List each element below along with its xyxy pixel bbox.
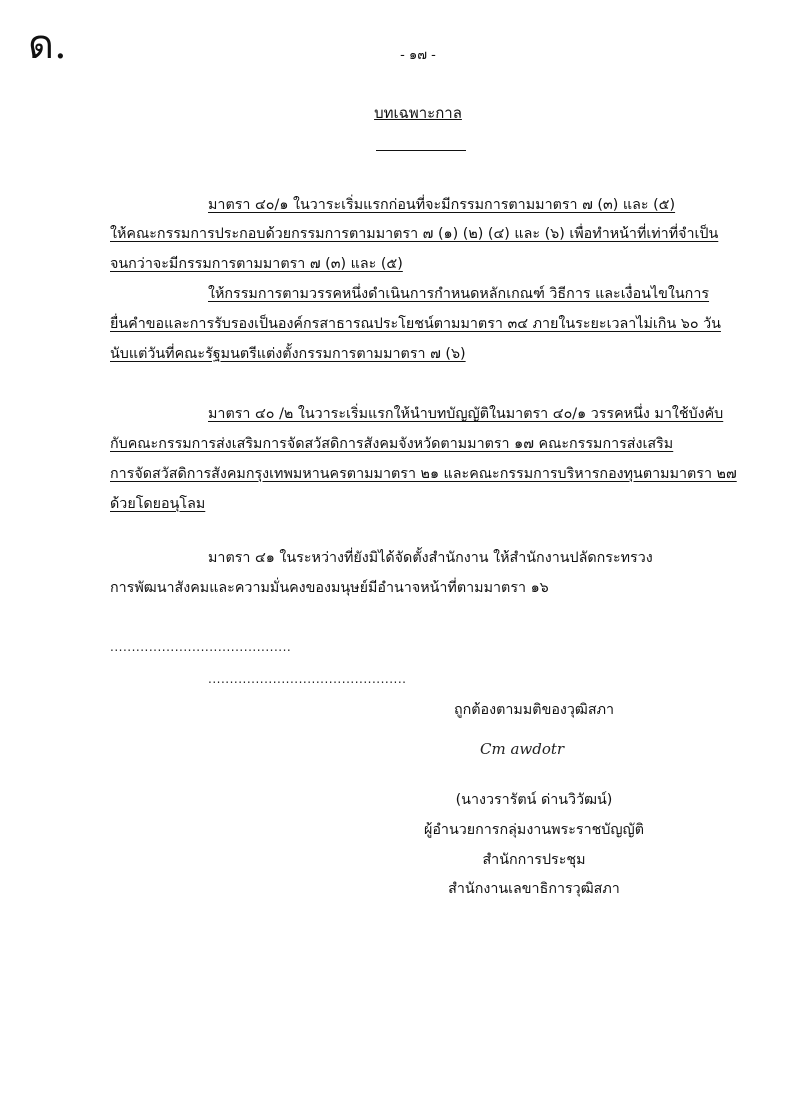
handwritten-signature: Cm awdotr — [480, 740, 565, 758]
s41-line-1: มาตรา ๔๑ ในระหว่างที่ยังมิได้จัดตั้งสำนักงาน ให้สำนักงานปลัดกระทรวง — [208, 550, 653, 566]
s40-1-line-3: จนกว่าจะมีกรรมการตามมาตรา ๗ (๓) และ (๕) — [110, 256, 403, 272]
s40-1-line-5: ยื่นคำขอและการรับรองเป็นองค์กรสาธารณประโยชน์ตามมาตรา ๓๔ ภายในระยะเวลาไม่เกิน ๖๐ วัน — [110, 316, 721, 332]
signatory-position: ผู้อำนวยการกลุ่มงานพระราชบัญญัติ — [423, 822, 645, 838]
s40-1-line-2: ให้คณะกรรมการประกอบด้วยกรรมการตามมาตรา ๗ (๑) (๒) (๔) และ (๖) เพื่อทำหน้าที่เท่าที่จำเป็น — [110, 226, 719, 242]
signatory-department: สำนักงานเลขาธิการวุฒิสภา — [448, 881, 620, 897]
s40-2-line-4: ด้วยโดยอนุโลม — [110, 496, 206, 512]
s40-1-line-1: มาตรา ๔๐/๑ ในวาระเริ่มแรกก่อนที่จะมีกรรมการตามมาตรา ๗ (๓) และ (๕) — [208, 197, 676, 213]
handwritten-mark: ด. — [28, 22, 67, 68]
signatory-name: (นางวรารัตน์ ด่านวิวัฒน์) — [455, 792, 613, 808]
page-number: - ๑๗ - — [400, 48, 436, 63]
dotted-line-2: .............................................. — [208, 672, 407, 686]
signatory-office: สำนักการประชุม — [482, 852, 586, 868]
s40-1-line-6: นับแต่วันที่คณะรัฐมนตรีแต่งตั้งกรรมการตามมาตรา ๗ (๖) — [110, 346, 466, 362]
dotted-line-1: .......................................... — [110, 640, 292, 654]
s40-1-line-4: ให้กรรมการตามวรรคหนึ่งดำเนินการกำหนดหลักเกณฑ์ วิธีการ และเงื่อนไขในการ — [208, 286, 710, 302]
s41-line-2: การพัฒนาสังคมและความมั่นคงของมนุษย์มีอำนาจหน้าที่ตามมาตรา ๑๖ — [110, 580, 549, 596]
s40-2-line-1: มาตรา ๔๐ /๒ ในวาระเริ่มแรกให้นำบทบัญญัติในมาตรา ๔๐/๑ วรรคหนึ่ง มาใช้บังคับ — [208, 406, 724, 422]
section-heading: บทเฉพาะกาล — [374, 104, 462, 122]
s40-2-line-2: กับคณะกรรมการส่งเสริมการจัดสวัสดิการสังคมจังหวัดตามมาตรา ๑๗ คณะกรรมการส่งเสริม — [110, 436, 674, 452]
s40-2-line-3: การจัดสวัสดิการสังคมกรุงเทพมหานครตามมาตรา ๒๑ และคณะกรรมการบริหารกองทุนตามมาตรา ๒๗ — [110, 466, 737, 482]
certification-statement: ถูกต้องตามมติของวุฒิสภา — [453, 702, 615, 718]
heading-rule — [376, 150, 466, 151]
